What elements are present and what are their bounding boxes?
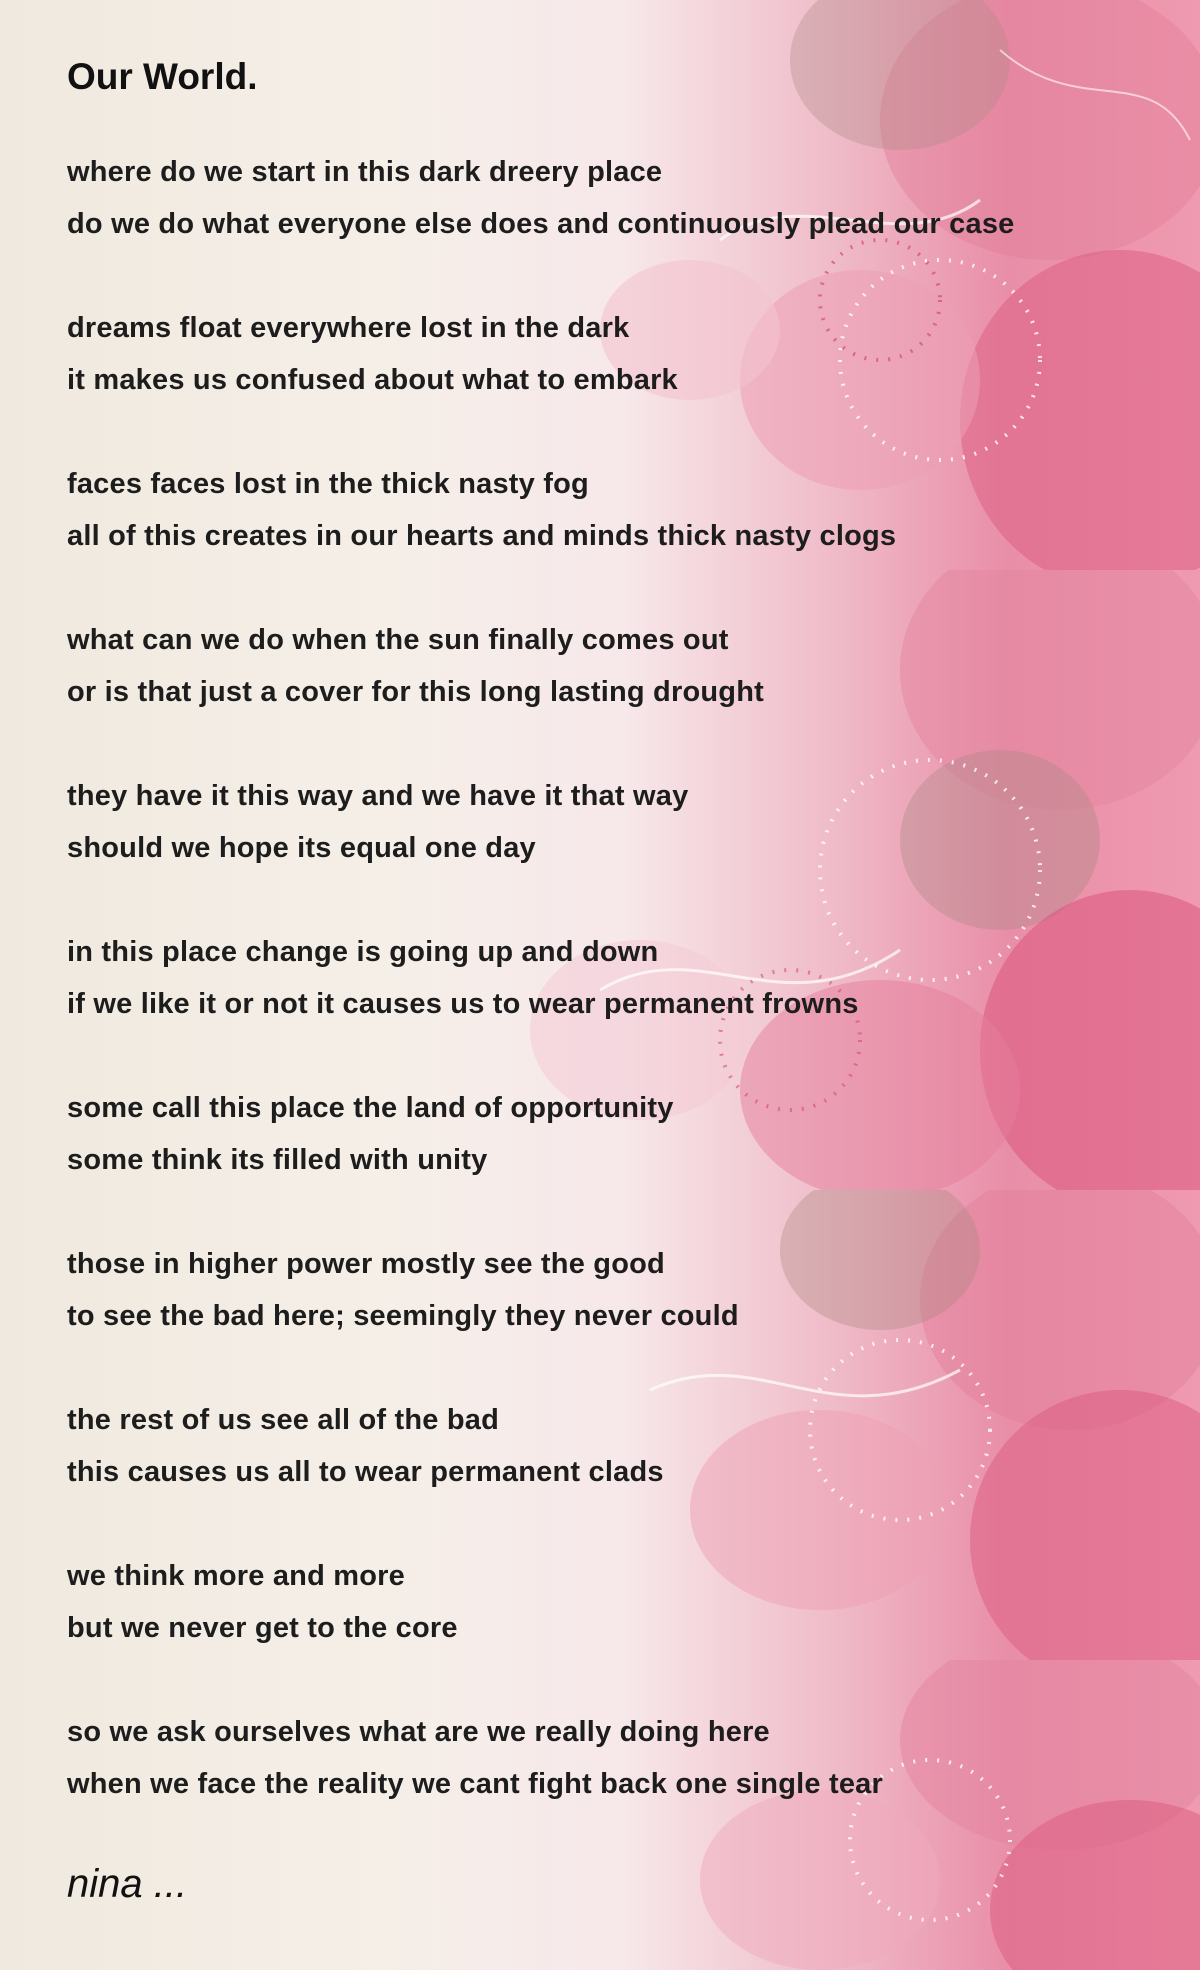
stanza [67, 302, 1127, 406]
poem-line: it makes us confused about what to embark [67, 364, 678, 396]
poem-line: all of this creates in our hearts and minds thick nasty clogs [67, 520, 897, 552]
poem-line: some think its filled with unity [67, 1144, 488, 1176]
poem-line: so we ask ourselves what are we really doing here [67, 1716, 770, 1748]
poem-line: but we never get to the core [67, 1612, 458, 1644]
poem-line: should we hope its equal one day [67, 832, 536, 864]
poem-line: to see the bad here; seemingly they never could [67, 1300, 739, 1332]
poem-line: where do we start in this dark dreery place [67, 156, 663, 188]
poem-line: or is that just a cover for this long lasting drought [67, 676, 764, 708]
poem-line: in this place change is going up and down [67, 936, 659, 968]
stanza [67, 1706, 1127, 1810]
poem-line: some call this place the land of opportunity [67, 1092, 674, 1124]
stanza [67, 614, 1127, 718]
poem-line: dreams float everywhere lost in the dark [67, 312, 630, 344]
stanza [67, 458, 1127, 562]
poem-line: do we do what everyone else does and continuously plead our case [67, 208, 1015, 240]
poem-author: nina ... [67, 1862, 188, 1906]
poem-line: what can we do when the sun finally comes out [67, 624, 729, 656]
poem-title: Our World. [67, 56, 258, 97]
poem-line: the rest of us see all of the bad [67, 1404, 500, 1436]
poem-line: when we face the reality we cant fight back one single tear [67, 1768, 883, 1800]
poem-line: they have it this way and we have it that way [67, 780, 689, 812]
poem-body [67, 50, 1127, 1862]
stanza [67, 1238, 1127, 1342]
poem-line: those in higher power mostly see the good [67, 1248, 665, 1280]
poem-line: this causes us all to wear permanent clads [67, 1456, 664, 1488]
stanza [67, 146, 1127, 250]
stanza [67, 926, 1127, 1030]
stanza [67, 1082, 1127, 1186]
poem-line: we think more and more [67, 1560, 405, 1592]
stanza [67, 1394, 1127, 1498]
stanza [67, 1550, 1127, 1654]
stanza [67, 770, 1127, 874]
poem-line: if we like it or not it causes us to wear permanent frowns [67, 988, 859, 1020]
poem-line: faces faces lost in the thick nasty fog [67, 468, 589, 500]
